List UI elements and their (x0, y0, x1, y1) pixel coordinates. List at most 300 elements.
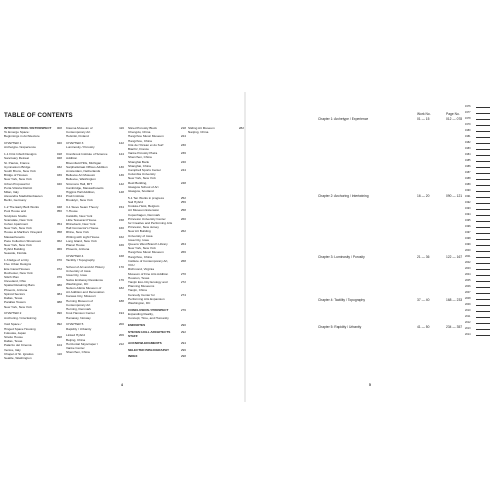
toc-entry-title: Reid Building, Glasgow School of Art Glasgow, Scotland (128, 180, 159, 194)
year-label: 2010 (465, 309, 471, 312)
year-rule (476, 227, 490, 228)
chapter-row (318, 194, 463, 199)
year-label: 1990 (465, 189, 471, 192)
year-label: 2006 (465, 285, 471, 288)
toc-entry-page: 160 (118, 226, 124, 231)
toc-entry-title: Gymnasium Bridge South Bronx, New York (4, 164, 36, 174)
toc-entry (128, 160, 186, 168)
toc-entry-page: 048 (56, 205, 62, 210)
toc-entry-page: 272 (180, 279, 186, 284)
toc-entry (4, 300, 62, 308)
year-rule (476, 113, 490, 114)
toc-entry-page: 290 (180, 322, 186, 327)
page-number-right: 5 (369, 383, 371, 387)
year-rule (476, 323, 490, 324)
toc-entry (128, 126, 186, 134)
toc-entry (66, 182, 124, 190)
year-rule (476, 293, 490, 294)
toc-entry-title: Sliding Art Museum Nanjing, China (188, 126, 215, 135)
toc-entry (4, 222, 62, 230)
toc-entry (128, 330, 186, 338)
toc-entry-page: 262 (180, 229, 186, 234)
toc-entry-title: Erie Canal Houses Rochester, New York (4, 266, 33, 275)
toc-entry (4, 335, 62, 343)
toc-entry (4, 145, 62, 149)
chapter-label: Chapter 4: Tactility / Topography (318, 298, 365, 302)
toc-entry-page: 240 (180, 159, 186, 164)
chapter-row (318, 298, 463, 303)
toc-entry (188, 126, 244, 134)
toc-entry-page: 066 (56, 247, 62, 252)
toc-entry-title: CHAPTER 1 (4, 141, 22, 146)
year-rule (476, 161, 490, 162)
toc-entry (4, 182, 62, 195)
toc-entry-page: 206 (118, 333, 124, 338)
toc-entry (4, 352, 62, 360)
toc-entry-page: 212 (118, 341, 124, 346)
toc-entry-page: 236 (180, 151, 186, 156)
toc-entry (128, 312, 186, 320)
toc-entry (4, 316, 62, 320)
toc-entry-page: 258 (180, 208, 186, 213)
toc-entry-page: 136 (118, 173, 124, 178)
toc-entry (128, 200, 186, 208)
page-range: 012 — 078 (446, 117, 463, 121)
toc-entry (66, 145, 124, 149)
toc-entry-title: Urban Proposal for Porta Vittoria District Milan, Italy (4, 181, 33, 195)
year-label: 1999 (465, 243, 471, 246)
year-label: 1976 (465, 105, 471, 108)
toc-entry-title: Princeton University Center for Creative and Performing Arts Princeton, New Jersey (128, 216, 173, 230)
year-label: 2002 (465, 261, 471, 264)
toc-entry-title: Pool House and Sculpture Studio Scarsdale, New York (4, 209, 33, 222)
toc-entry (66, 190, 124, 203)
toc-entry-page: 282 (238, 126, 244, 130)
chapter-label: Chapter 1: Archetype / Experience (318, 117, 369, 121)
year-rule (476, 335, 490, 336)
toc-entry-page: 098 (56, 334, 62, 339)
year-rule (476, 263, 490, 264)
toc-entry-page: 088 (56, 300, 62, 305)
toc-entry-page: 244 (180, 168, 186, 173)
toc-entry-page: 058 (56, 230, 62, 235)
toc-entry-page: 252 (180, 195, 186, 200)
toc-entry-page: 256 (180, 200, 186, 205)
toc-entry (4, 283, 62, 291)
toc-entry (128, 229, 186, 242)
toc-entry-page: 116 (119, 126, 124, 130)
toc-entry-page: 148 (118, 190, 124, 195)
toc-entry (128, 217, 186, 230)
toc-entry (66, 299, 124, 312)
year-rule (476, 287, 490, 288)
toc-entry-page: 054 (56, 222, 62, 227)
toc-entry-page: 084 (56, 291, 62, 296)
toc-entry-page: 292 (180, 329, 186, 334)
page-range: 234 — 357 (446, 325, 463, 329)
year-label: 1997 (465, 231, 471, 234)
year-rule (476, 269, 490, 270)
year-label: 1977 (465, 111, 471, 114)
toc-entry-page: 294 (180, 340, 186, 345)
toc-entry-title: CHAPTER 5 (66, 322, 84, 327)
chapter-label: Chapter 3: Luminosity / Porosity (318, 255, 365, 259)
year-rule (476, 191, 490, 192)
toc-entry (128, 323, 186, 327)
toc-entry-title: Cohen Apartment New York, New York (4, 222, 32, 231)
toc-entry (4, 130, 62, 138)
toc-entry (66, 327, 124, 331)
toc-entry-page: 268 (180, 258, 186, 263)
toc-entry-title: Archetype / Experience (4, 145, 36, 150)
toc-entry-title: Rapidity / Urbanity (66, 326, 92, 331)
work-range: 37 — 40 (417, 298, 430, 302)
toc-entry-title: 1-3 Edge of a City Five Urban Designs (4, 258, 32, 267)
toc-entry-page: 224 (180, 134, 186, 139)
toc-entry (66, 278, 124, 286)
toc-entry-page: 248 (180, 180, 186, 185)
toc-entry-title: Sarphatistraat Offices Addition Amsterdam, Netherlands (66, 164, 108, 174)
year-label: 2013 (465, 327, 471, 330)
toc-entry-page: 162 (118, 234, 124, 239)
toc-entry-page: 044 (56, 194, 62, 199)
year-rule (476, 251, 490, 252)
chapter-label: Chapter 2: Anchoring / Intertwining (318, 194, 369, 198)
toc-entry-title: Sliced Porosity Block Chengdu, China (128, 126, 157, 135)
toc-entry-title: Sail Hybrid Knokke-Heist, Belgium (128, 200, 160, 209)
year-rule (476, 239, 490, 240)
year-label: 1985 (465, 159, 471, 162)
year-rule (476, 107, 490, 108)
year-label: 1978 (465, 117, 471, 120)
year-label: 1993 (465, 207, 471, 210)
right-page (246, 0, 492, 492)
chapter-row (318, 117, 463, 122)
toc-entry-title: Kiasma Museum of Contemporary Art Helsinki, Finland (66, 126, 93, 139)
toc-entry-title: ACKNOWLEDGMENTS (128, 340, 162, 345)
toc-entry-title: To Emerge Space: Beginnings in Architecture (4, 130, 40, 139)
toc-entry-title: ENDNOTES (128, 322, 146, 327)
chapter-row (318, 325, 463, 330)
year-rule (476, 275, 490, 276)
toc-entry-title: Cité de l'Océan et du Surf Biarritz, France (128, 142, 164, 152)
toc-entry-page: 076 (56, 275, 62, 280)
toc-entry-title: Writing with Light House Long Island, New York (66, 234, 100, 243)
toc-entry (4, 267, 62, 275)
toc-column-1 (4, 126, 62, 360)
toc-entry-title: Bellevue Art Museum Bellevue, Washington (66, 173, 96, 182)
toc-entry-title: Alexandra Stadtvillenbauten Berlin, Germany (4, 194, 43, 203)
toc-entry-title: Planar House Phoenix, Arizona (66, 243, 90, 252)
toc-entry-title: CHAPTER 4 (66, 254, 84, 259)
toc-entry-page: 194 (118, 311, 124, 316)
toc-entry (66, 218, 124, 226)
toc-entry (66, 126, 124, 139)
toc-entry-title: Horizontal Skyscraper / Vanke Center Shenzhen, China (66, 341, 98, 355)
toc-entry-page: 130 (118, 164, 124, 169)
toc-entry-page: 154 (118, 205, 124, 210)
toc-entry-page: 036 (56, 173, 62, 178)
toc-entry-page: 008 (56, 126, 62, 130)
toc-entry-title: Palazzo del Cinema Venice, Italy (4, 343, 32, 352)
toc-entry-title: Chapel of St. Ignatius Seattle, Washington (4, 351, 34, 360)
toc-entry-page: 218 (180, 126, 186, 130)
toc-entry-title: Simmons Hall, MIT Cambridge, Massachusetts (66, 181, 104, 190)
toc-entry-title: Hall Connector's House Rhine, New York (66, 226, 99, 235)
toc-entry (66, 173, 124, 181)
year-rule (476, 317, 490, 318)
toc-entry-page: 170 (118, 265, 124, 270)
toc-entry (128, 134, 186, 142)
toc-entry-page: 070 (56, 258, 62, 263)
toc-entry-page: 264 (180, 242, 186, 247)
year-label: 2008 (465, 297, 471, 300)
year-rule (476, 257, 490, 258)
toc-entry-title: Nelson-Atkins Museum of Art Addition and Renovation Kansas City, Missouri (66, 286, 105, 299)
year-rule (476, 143, 490, 144)
toc-entry-title: Little Tesseract House Rhinebeck, New York (66, 217, 97, 227)
toc-entry-title: Vanke Porosity Plaza Shenzhen, China (128, 151, 158, 160)
year-rule (476, 203, 490, 204)
toc-entry-title: Knut Hamsun Center Hamarøy, Norway (66, 311, 95, 320)
toc-entry (128, 348, 186, 352)
toc-entry-title: Tianjin Eco-City Ecology and Planning Museums Tianjin, China (128, 279, 168, 293)
year-rule (476, 305, 490, 306)
year-label: 1979 (465, 123, 471, 126)
toc-entry-page: 168 (118, 254, 124, 259)
toc-entry-page: 296 (180, 347, 186, 352)
toc-entry-title: Parallax Towers New York, New York (4, 300, 32, 309)
toc-entry (66, 243, 124, 251)
toc-entry-page: 090 (56, 311, 62, 316)
year-label: 1986 (465, 165, 471, 168)
toc-entry-page: 298 (180, 354, 186, 359)
year-rule (476, 185, 490, 186)
toc-entry-page: 122 (118, 141, 124, 146)
toc-entry (4, 194, 62, 202)
toc-entry-title: Pace Collection Showroom New York, New York (4, 238, 42, 248)
chapter-row (318, 255, 463, 260)
year-rule (476, 233, 490, 234)
toc-entry-title: Bridge of Houses New York, New York (4, 173, 32, 182)
toc-entry (128, 168, 186, 181)
work-range: 21 — 36 (417, 255, 430, 259)
year-label: 1982 (465, 141, 471, 144)
toc-entry-page: 050 (56, 209, 62, 214)
toc-entry-page: 260 (180, 216, 186, 221)
toc-entry-page: 176 (118, 277, 124, 282)
toc-entry-page: 062 (56, 238, 62, 243)
year-label: 2001 (465, 255, 471, 258)
year-rule (476, 167, 490, 168)
toc-entry (66, 152, 124, 165)
year-rule (476, 155, 490, 156)
toc-entry-title: Queens West Branch Library New York, New York (128, 242, 168, 251)
toc-entry-page: 020 (56, 141, 62, 146)
toc-entry (128, 293, 186, 306)
toc-entry-page: 028 (56, 156, 62, 161)
year-label: 2009 (465, 303, 471, 306)
year-rule (476, 299, 490, 300)
toc-entry-page: 124 (118, 152, 124, 157)
toc-entry (66, 333, 124, 341)
toc-entry (66, 226, 124, 234)
year-label: 1992 (465, 201, 471, 204)
toc-entry (128, 143, 186, 151)
toc-entry-page: 092 (56, 322, 62, 327)
year-label: 1988 (465, 177, 471, 180)
toc-entry-page: 188 (118, 298, 124, 303)
year-label: 2004 (465, 273, 471, 276)
year-label: 2007 (465, 291, 471, 294)
left-page (0, 0, 244, 492)
works-number-header: Work No. (417, 112, 431, 116)
toc-entry-title: Void Space / Hinged Space Housing Fukuoka, Japan (4, 322, 36, 335)
toc-entry (66, 342, 124, 355)
toc-entry-title: CHAPTER 3 (66, 141, 84, 146)
toc-entry-title: Museum of Fine Arts Addition Houston, Texas (128, 271, 169, 280)
toc-entry-page: 230 (180, 142, 186, 147)
toc-entry-title: Higgins Hall Addition, Pratt Institute Brooklyn, New York (66, 190, 96, 203)
toc-entry (4, 258, 62, 266)
year-rule (476, 281, 490, 282)
year-label: 1994 (465, 213, 471, 216)
toc-entry-page: 182 (118, 286, 124, 291)
year-label: 1983 (465, 147, 471, 150)
year-rule (476, 179, 490, 180)
year-label: 1987 (465, 171, 471, 174)
year-rule (476, 209, 490, 210)
toc-column-2 (66, 126, 124, 354)
toc-entry-title: STEVEN HOLL ARCHITECTS STAFF (128, 329, 171, 338)
toc-entry-title: INDEX (128, 354, 138, 359)
toc-entry-title: SELECTED BIBLIOGRAPHY (128, 347, 170, 352)
toc-entry-page: 276 (180, 307, 186, 312)
year-label: 1991 (465, 195, 471, 198)
toc-entry-title: Institute of Contemporary Art, VCU Richmond, Virginia (128, 258, 169, 272)
toc-entry-page: 274 (180, 292, 186, 297)
year-label: 1998 (465, 237, 471, 240)
toc-column-3 (128, 126, 186, 359)
toc-entry-page: 040 (56, 181, 62, 186)
toc-entry (4, 322, 62, 335)
toc-entry (4, 173, 62, 181)
toc-entry-title: Anchoring / Intertwining (4, 315, 37, 320)
year-rule (476, 173, 490, 174)
toc-entry-title: CHAPTER 2 (4, 311, 22, 316)
toc-entry (128, 280, 186, 293)
year-label: 1980 (465, 129, 471, 132)
toc-entry-title: Art Museum Extension Copenhagen, Denmark (128, 208, 160, 217)
toc-entry-title: Linked Hybrid Beijing, China (66, 333, 86, 342)
year-rule (476, 245, 490, 246)
toc-entry (4, 247, 62, 255)
toc-entry (128, 250, 186, 258)
toc-entry-title: Kennedy Center for Performing Arts Expansion Washington, DC (128, 292, 165, 305)
year-label: 1996 (465, 225, 471, 228)
year-label: 1995 (465, 219, 471, 222)
toc-entry-title: 3-1 Sieve Seam Theory Y-House Catskills, New York (66, 205, 99, 218)
toc-entry (66, 311, 124, 319)
year-tick (465, 332, 490, 338)
toc-entry-title: Spiroid Sectors Dallas, Texas (4, 291, 25, 301)
toc-entry (128, 341, 186, 345)
year-label: 1981 (465, 135, 471, 138)
toc-entry-page: 142 (118, 181, 124, 186)
work-range: 41 — 50 (417, 325, 430, 329)
toc-entry-page: 270 (180, 271, 186, 276)
toc-entry-page: 200 (118, 322, 124, 327)
toc-entry (66, 235, 124, 243)
year-rule (476, 221, 490, 222)
toc-entry-title: Hangzhou Music Museum Hangzhou, China (128, 250, 164, 259)
year-label: 1984 (465, 153, 471, 156)
toc-entry (128, 259, 186, 272)
page-range: 090 — 121 (446, 194, 463, 198)
toc-entry (4, 343, 62, 351)
year-rule (476, 137, 490, 138)
toc-entry-page: 072 (56, 266, 62, 271)
toc-entry (128, 354, 186, 358)
toc-entry-title: 1-2 The Early Built Works (4, 205, 39, 210)
toc-column-4 (188, 126, 244, 134)
year-rule (476, 125, 490, 126)
toc-entry-title: Stitch Plan Cleveland, Ohio (4, 275, 27, 284)
toc-entry-page: 032 (56, 164, 62, 169)
toc-entry (128, 242, 186, 250)
year-rule (476, 215, 490, 216)
year-label: 2003 (465, 267, 471, 270)
toc-entry-title: Sanctuary Retreat St. Paulus, France (4, 156, 30, 165)
toc-entry-title: INTRODUCTION / RETROSPECT (4, 126, 52, 130)
year-label: 2000 (465, 249, 471, 252)
toc-entry-page: 110 (57, 351, 62, 356)
toc-entry (66, 258, 124, 262)
toc-entry (4, 156, 62, 164)
toc-entry-page: 266 (180, 250, 186, 255)
year-rule (476, 119, 490, 120)
toc-entry-title: 5-1 Ten Works in progress (128, 195, 164, 200)
year-rule (476, 311, 490, 312)
toc-entry-title: Herning Museum of Contemporary Art Herning, Denmark (66, 298, 93, 312)
toc-entry-title: CONCLUSION / PROSPECT (128, 307, 169, 312)
toc-entry-title: Tactility / Topography (66, 258, 95, 263)
chapter-label: Chapter 5: Rapidity / Urbanity (318, 325, 362, 329)
toc-entry (128, 151, 186, 159)
toc-entry-title: New Art Building University of Iowa Iowa City, Iowa (128, 229, 153, 242)
page-range: 122 — 167 (446, 255, 463, 259)
toc-entry (4, 239, 62, 247)
toc-entry (4, 165, 62, 173)
year-label: 2014 (465, 333, 471, 336)
year-timeline (465, 104, 490, 338)
toc-entry (66, 165, 124, 173)
toc-entry-title: Hangzhou Music Museum Hangzhou, China (128, 134, 164, 143)
toc-entry-title: Cranbrook Institute of Science Addition Bloomfield Hills, Michigan (66, 152, 108, 165)
toc-entry (4, 275, 62, 283)
page-range: 168 — 233 (446, 298, 463, 302)
year-rule (476, 149, 490, 150)
year-label: 1989 (465, 183, 471, 186)
work-range: 16 — 20 (417, 194, 430, 198)
toc-entry (128, 272, 186, 280)
toc-entry (66, 286, 124, 299)
toc-entry-title: Spatial Retaining Bars Phoenix, Arizona (4, 283, 35, 292)
year-label: 2012 (465, 321, 471, 324)
toc-entry-title: School of Art and Art History University of Iowa Iowa City, Iowa (66, 265, 105, 278)
page-number-left: 4 (121, 383, 123, 387)
year-label: 2011 (465, 315, 471, 318)
